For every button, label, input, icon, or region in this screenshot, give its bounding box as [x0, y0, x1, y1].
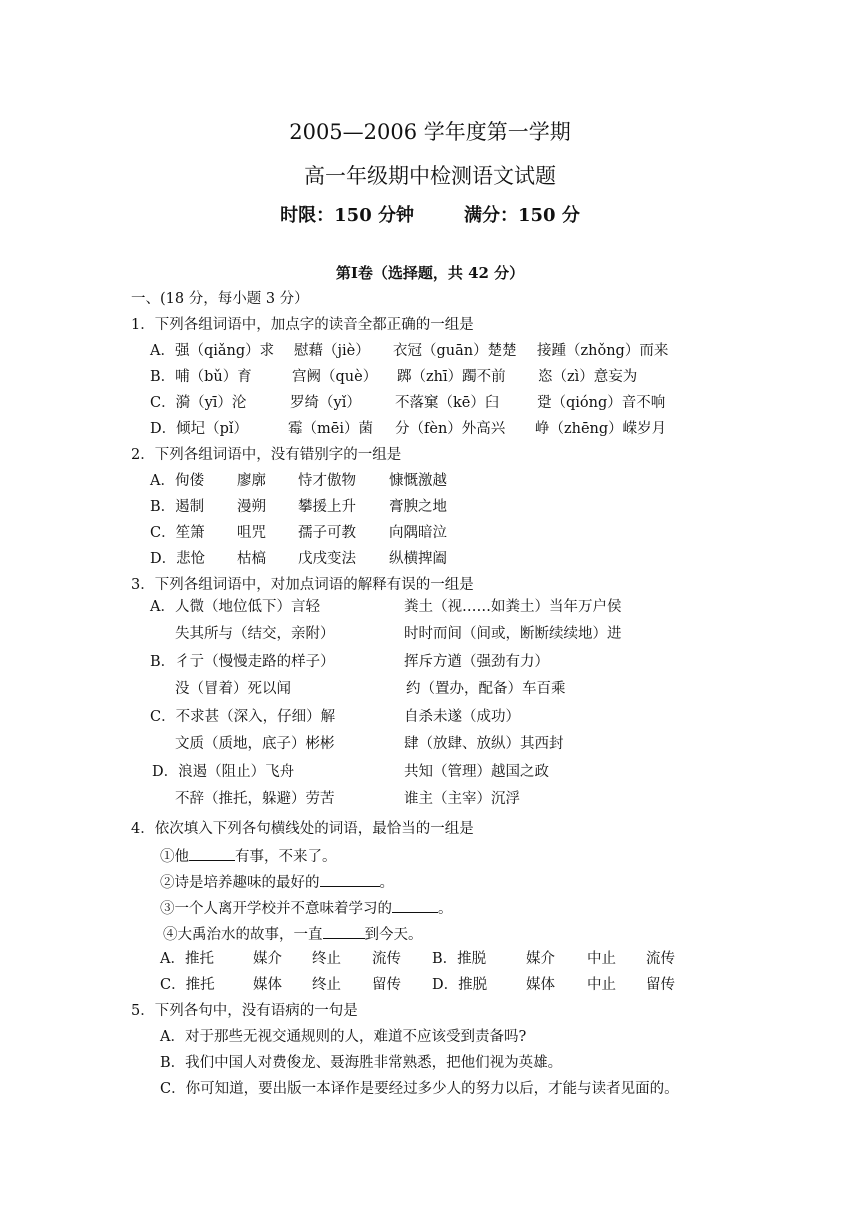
q4-sentence-1: ①他 有事，不来了。	[160, 846, 337, 866]
q1-option-b-2: 宫阙（què）	[292, 369, 378, 385]
q4-sentence-3: ③一个人离开学校并不意味着学习的 。	[160, 898, 453, 918]
q1-option-d-1: D．倾圮（pǐ）	[150, 421, 249, 437]
q3-option-c-left: C．不求甚（深入，仔细）解	[150, 709, 336, 725]
q4-option-b-4: 流传	[646, 951, 675, 967]
q2-option-a-2: 廖廓	[237, 473, 266, 489]
question-3-stem: 3．下列各组词语中，对加点词语的解释有误的一组是	[131, 577, 474, 593]
q4-option-b-2: 媒介	[526, 951, 555, 967]
q3-option-a-left-2: 失其所与（结交，亲附）	[175, 626, 335, 642]
q2-option-a-4: 慷慨激越	[389, 473, 447, 489]
q2-option-d-2: 枯槁	[237, 551, 266, 567]
q5-option-c: C．你可知道，要出版一本译作是要经过多少人的努力以后，才能与读者见面的。	[160, 1081, 679, 1097]
q3-option-a-left: A．人微（地位低下）言轻	[150, 599, 320, 615]
q2-option-b-2: 漫朔	[237, 499, 266, 515]
q4-option-d-4: 留传	[646, 977, 675, 993]
q3-option-c-right: 自杀未遂（成功）	[404, 709, 520, 725]
q4-option-b-1: B．推脱	[432, 951, 487, 967]
question-2-stem: 2．下列各组词语中，没有错别字的一组是	[131, 447, 402, 463]
q4-option-b-3: 中止	[587, 951, 616, 967]
q4-option-d-1: D．推脱	[432, 977, 488, 993]
q4-option-a-4: 流传	[372, 951, 401, 967]
q1-option-a-2: 慰藉（jiè）	[294, 343, 370, 359]
q1-option-c-4: 跫（qióng）音不响	[537, 395, 666, 411]
q4-option-d-3: 中止	[587, 977, 616, 993]
exam-title-year: 2005—2006 学年度第一学期	[289, 120, 571, 144]
q3-option-d-right: 共知（管理）越国之政	[404, 764, 549, 780]
q4-sentence-2: ②诗是培养趣味的最好的 。	[160, 872, 394, 892]
q2-option-d-4: 纵横捭阖	[389, 551, 447, 567]
q3-option-a-right-2: 时时而间（间或，断断续续地）进	[404, 626, 622, 642]
q2-option-a-1: A．佝偻	[150, 473, 204, 489]
q1-option-c-2: 罗绮（yǐ）	[290, 395, 361, 411]
q3-option-b-right-2: 约（置办，配备）车百乘	[406, 681, 566, 697]
q4-option-c-2: 媒体	[253, 977, 282, 993]
fill-blank[interactable]	[320, 872, 380, 887]
fill-blank[interactable]	[189, 846, 235, 861]
q2-option-c-4: 向隅暗泣	[389, 525, 447, 541]
q4-option-d-2: 媒体	[526, 977, 555, 993]
q1-option-b-1: B．哺（bǔ）育	[150, 369, 252, 385]
q1-option-d-4: 峥（zhēng）嵘岁月	[535, 421, 667, 437]
q3-option-a-right: 粪土（视……如粪土）当年万户侯	[404, 599, 622, 615]
question-1-stem: 1．下列各组词语中，加点字的读音全都正确的一组是	[131, 317, 474, 333]
q1-option-d-3: 分（fèn）外高兴	[395, 421, 506, 437]
q2-option-c-1: C．笙箫	[150, 525, 205, 541]
q4-option-c-4: 留传	[372, 977, 401, 993]
q4-option-a-1: A．推托	[160, 951, 214, 967]
q2-option-d-3: 戊戌变法	[298, 551, 356, 567]
q4-sentence-4: ④大禹治水的故事，一直 到今天。	[163, 924, 423, 944]
q3-option-d-right-2: 谁主（主宰）沉浮	[404, 791, 520, 807]
q5-option-b: B．我们中国人对费俊龙、聂海胜非常熟悉，把他们视为英雄。	[160, 1055, 563, 1071]
question-5-stem: 5．下列各句中，没有语病的一句是	[131, 1003, 358, 1019]
q1-option-c-1: C．漪（yī）沦	[150, 395, 247, 411]
q2-option-b-3: 攀援上升	[298, 499, 356, 515]
q2-option-c-2: 咀咒	[237, 525, 266, 541]
q4-option-a-3: 终止	[312, 951, 341, 967]
q2-option-b-4: 膏腴之地	[389, 499, 447, 515]
q3-option-b-left-2: 没（冒着）死以闻	[175, 681, 291, 697]
q3-option-d-left-2: 不辞（推托，躲避）劳苦	[175, 791, 335, 807]
q2-option-b-1: B．遏制	[150, 499, 205, 515]
section-title: 第Ⅰ卷（选择题，共 42 分）	[335, 264, 525, 282]
question-4-stem: 4．依次填入下列各句横线处的词语，最恰当的一组是	[131, 821, 474, 837]
q3-option-b-left: B．彳亍（慢慢走路的样子）	[150, 654, 335, 670]
q3-option-c-right-2: 肆（放肆、放纵）其西封	[404, 736, 564, 752]
q1-option-d-2: 霉（mēi）菌	[288, 421, 373, 437]
q4-option-c-3: 终止	[312, 977, 341, 993]
q4-option-c-1: C．推托	[160, 977, 215, 993]
q4-option-a-2: 媒介	[253, 951, 282, 967]
q3-option-b-right: 挥斥方遒（强劲有力）	[404, 654, 549, 670]
fill-blank[interactable]	[323, 924, 365, 939]
exam-title: 高一年级期中检测语文试题	[304, 164, 556, 188]
q1-option-b-3: 踯（zhī）躅不前	[397, 369, 506, 385]
q5-option-a: A．对于那些无视交通规则的人，难道不应该受到责备吗?	[160, 1029, 527, 1045]
q2-option-d-1: D．悲怆	[150, 551, 206, 567]
fill-blank[interactable]	[392, 898, 438, 913]
part-heading: 一、(18 分，每小题 3 分）	[131, 291, 309, 307]
time-limit: 时限：150 分钟	[280, 205, 414, 226]
q1-option-a-3: 衣冠（guān）楚楚	[393, 343, 517, 359]
q3-option-c-left-2: 文质（质地，底子）彬彬	[175, 736, 335, 752]
q3-option-d-left: D．浪遏（阻止）飞舟	[152, 764, 295, 780]
exam-meta	[0, 201, 860, 227]
full-score: 满分：150 分	[464, 205, 580, 226]
q1-option-c-3: 不落窠（kē）臼	[395, 395, 500, 411]
q2-option-c-3: 孺子可教	[298, 525, 356, 541]
q1-option-b-4: 恣（zì）意妄为	[538, 369, 638, 385]
q2-option-a-3: 恃才傲物	[298, 473, 356, 489]
q1-option-a-1: A．强（qiǎng）求	[150, 343, 275, 359]
q1-option-a-4: 接踵（zhǒng）而来	[537, 343, 669, 359]
